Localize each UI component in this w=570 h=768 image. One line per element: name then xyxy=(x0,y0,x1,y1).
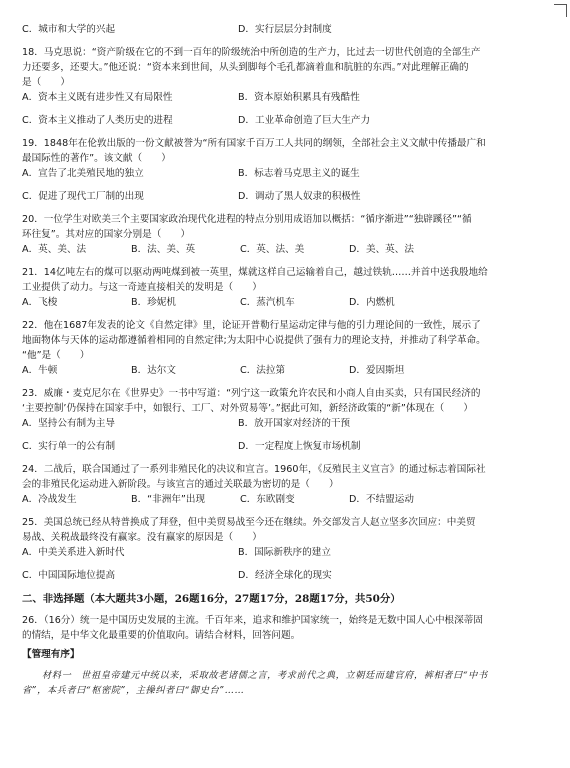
answer-options xyxy=(22,113,550,128)
answer-option: A．坚持公有制为主导 xyxy=(22,418,115,429)
question-stem-line: 26．（16分）统一是中国历史发展的主流。千百年来，追求和维护国家统一，始终是无数中国人心中根深蒂固 xyxy=(22,615,483,626)
material-line: 省”，本兵者曰“枢密院”，主操纠者曰“御史台”…… xyxy=(22,685,245,696)
answer-options xyxy=(22,416,550,431)
question-stem-line: 23．威廉・麦克尼尔在《世界史》一书中写道：“列宁这一政策允许农民和小商人自由买卖，只有国民经济的 xyxy=(22,388,481,399)
answer-option: C．实行单一的公有制 xyxy=(22,441,116,452)
page-content xyxy=(22,22,550,698)
section-title: 二、非选择题（本大题共3小题，26题16分，27题17分，28题17分，共50分） xyxy=(22,593,401,605)
question-stem-line: 的情结，是中华文化最重要的价值取向。请结合材料，回答问题。 xyxy=(22,630,301,641)
answer-options xyxy=(22,295,550,310)
answer-option: D．不结盟运动 xyxy=(349,494,414,505)
answer-option: C．中国国际地位提高 xyxy=(22,570,116,581)
answer-option: C．蒸汽机车 xyxy=(240,297,295,308)
question-q21 xyxy=(22,265,550,310)
question-stem-line: 21．14亿吨左右的煤可以驱动两吨煤到被一英里，煤就这样自己运输着自己，越过铁轨……并首中送我殷地给 xyxy=(22,267,488,278)
question-q24 xyxy=(22,462,550,507)
answer-option: D．内燃机 xyxy=(349,297,395,308)
answer-options xyxy=(22,545,550,560)
question-stem-line: 地面物体与天体的运动都遵循着相同的自然定律;为太阳中心说提供了强有力的理论支持，并推动了科学革命。 xyxy=(22,335,486,346)
answer-options xyxy=(22,439,550,454)
q17-options xyxy=(22,22,550,37)
question-stem-line: 易战、关税战最终没有赢家。没有赢家的原因是（ ） xyxy=(22,532,262,543)
question-q23 xyxy=(22,386,550,454)
question-q19 xyxy=(22,136,550,204)
question-stem-line: 19．1848年在伦敦出版的一份文献被誉为“所有国家千百万工人共同的纲领，全部社会主义文献中传播最广和 xyxy=(22,138,486,149)
answer-option: A．英、美、法 xyxy=(22,244,87,255)
question-q18 xyxy=(22,45,550,128)
question-stem-line: 工业提供了动力。与这一奇迹直接相关的发明是（ ） xyxy=(22,282,262,293)
answer-option: B．标志着马克思主义的诞生 xyxy=(238,168,360,179)
material-line: 材料一 世祖皇帝建元中统以来，采取故老诸儒之言，考求前代之典，立朝廷而建官府，裤相者曰“中书 xyxy=(42,670,488,681)
question-list xyxy=(22,45,550,583)
answer-option: A．资本主义既有进步性又有局限性 xyxy=(22,92,173,103)
answer-options xyxy=(22,363,550,378)
question-26 xyxy=(22,613,550,698)
question-stem-line: 25．美国总统已经从特普换成了拜登，但中美贸易战至今还在继续。外交部发言人赵立坚多次回应：中美贸 xyxy=(22,517,476,528)
answer-option: B．法、美、英 xyxy=(131,244,196,255)
question-stem-line: 环往复”。其对应的国家分别是（ ） xyxy=(22,229,191,240)
answer-options xyxy=(22,166,550,181)
answer-options xyxy=(22,189,550,204)
answer-options xyxy=(22,568,550,583)
answer-option: B．国际新秩序的建立 xyxy=(238,547,331,558)
question-stem-line: 力还要多，还要大。”他还说：“资本来到世间，从头到脚每个毛孔都滴着血和肮脏的东西。”对此理解正确的 xyxy=(22,62,469,73)
question-stem-line: 20．一位学生对欧美三个主要国家政治现代化进程的特点分别用成语加以概括：“循序渐进”“独辟蹊径”“循 xyxy=(22,214,472,225)
answer-option: C．促进了现代工厂制的出现 xyxy=(22,191,144,202)
question-stem-line: 24．二战后，联合国通过了一系列非殖民化的决议和宣言。1960年，《反殖民主义宣言》的通过标志着国际社 xyxy=(22,464,486,475)
answer-option: A．牛顿 xyxy=(22,365,58,376)
question-stem-line: 最国际性的著作”。该文献（ ） xyxy=(22,153,171,164)
answer-option: A．中美关系进入新时代 xyxy=(22,547,125,558)
question-stem-line: ‘主要控制’仍保持在国家手中，如银行、工厂、对外贸易等’。”据此可知，新经济政策的“新”体现在（ ） xyxy=(22,403,473,414)
option-c: C．城市和大学的兴起 xyxy=(22,24,116,35)
answer-option: D．美、英、法 xyxy=(349,244,414,255)
answer-option: D．调动了黑人奴隶的积极性 xyxy=(238,191,361,202)
question-stem-line: 18．马克思说：“资产阶级在它的不到一百年的阶级统治中所创造的生产力，比过去一切世代创造的全部生产 xyxy=(22,47,481,58)
answer-option: D．爱因斯坦 xyxy=(349,365,405,376)
question-q20 xyxy=(22,212,550,257)
answer-option: C．法拉第 xyxy=(240,365,286,376)
answer-option: A．飞梭 xyxy=(22,297,58,308)
page-corner-mark xyxy=(554,4,567,17)
answer-option: B．资本原始积累具有残酷性 xyxy=(238,92,360,103)
answer-options xyxy=(22,90,550,105)
answer-option: B．珍妮机 xyxy=(131,297,176,308)
question-stem-line: “他”是（ ） xyxy=(22,350,90,361)
question-q22 xyxy=(22,318,550,378)
answer-option: A．宣告了北美殖民地的独立 xyxy=(22,168,144,179)
answer-option: C．东欧剧变 xyxy=(240,494,295,505)
answer-options xyxy=(22,492,550,507)
option-d: D．实行层层分封制度 xyxy=(238,24,332,35)
question-stem-line: 是（ ） xyxy=(22,77,70,88)
answer-option: B．放开国家对经济的干预 xyxy=(238,418,351,429)
question-stem-line: 22．他在1687年发表的论文《自然定律》里，论证开普勒行星运动定律与他的引力理论间的一致性，展示了 xyxy=(22,320,481,331)
question-q25 xyxy=(22,515,550,583)
answer-option: B．“非洲年”出现 xyxy=(131,494,206,505)
answer-option: B．达尔文 xyxy=(131,365,176,376)
answer-option: D．一定程度上恢复市场机制 xyxy=(238,441,361,452)
answer-option: D．经济全球化的现实 xyxy=(238,570,332,581)
answer-option: D．工业革命创造了巨大生产力 xyxy=(238,115,371,126)
subsection-heading: 【管理有序】 xyxy=(22,649,80,660)
question-stem-line: 会的非殖民化运动进入新阶段。与该宣言的通过关联最为密切的是（ ） xyxy=(22,479,339,490)
answer-options xyxy=(22,242,550,257)
answer-option: C．资本主义推动了人类历史的进程 xyxy=(22,115,173,126)
answer-option: A．冷战发生 xyxy=(22,494,77,505)
answer-option: C．英、法、美 xyxy=(240,244,305,255)
